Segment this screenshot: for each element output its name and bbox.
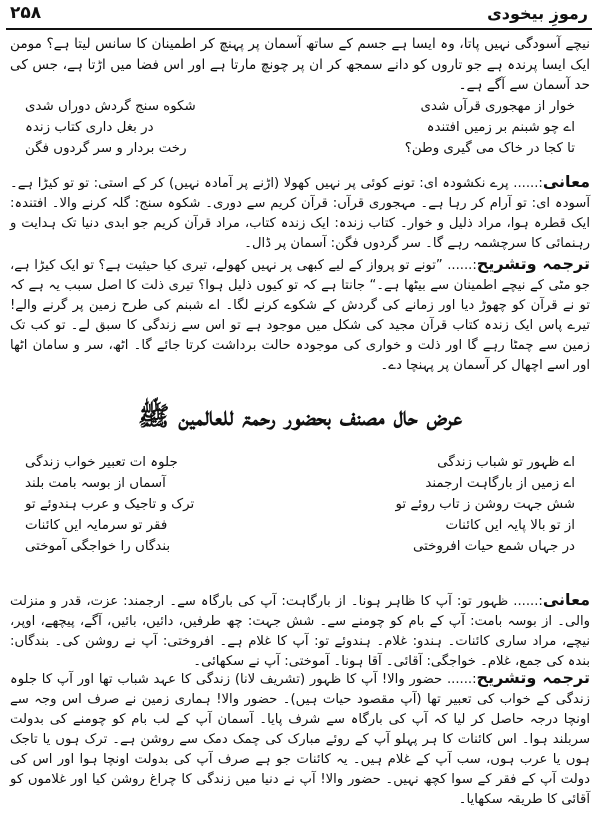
verses-block-2 — [25, 452, 575, 557]
verse-right: اے زمیں از بارگاہت ارجمند — [425, 476, 575, 491]
meanings-label: معانی — [542, 172, 590, 191]
verse-right: شش جہت روشن ز تاب روئے تو — [395, 497, 575, 512]
intro-paragraph — [10, 34, 590, 96]
verse-right: در جہاں شمع حیات افروختی — [412, 539, 575, 554]
translation-section-1 — [10, 254, 590, 376]
section-heading: عرض حال مصنف بحضور رحمۃ للعالمین ﷺ — [137, 402, 463, 432]
verse-row — [25, 494, 575, 515]
verse-row — [25, 452, 575, 473]
meanings-section-2 — [10, 590, 590, 672]
intro-text: نیچے آسودگی نہیں پاتا، وہ ایسا ہے جسم کے ساتھ آسمان پر پہنچ کر اطمینان کا سانس لیتا ہے؟ مومن ایک ایسا پرندہ ہے جو تاروں کو دانے سمجھ کر ان پر چونچ مارتا ہے اور اس فضا میں اڑتا ہے، جس کی حد آسمان سے آگے ہے۔ — [10, 36, 590, 93]
meanings-label: معانی — [542, 590, 590, 609]
translation-text: :...... ”تونے تو پرواز کے لیے کبھی پر نہیں کھولے، تیری کیا حیثیت ہے؟ تو ایک کیڑا ہے، جو مٹی کے نیچے اطمینان سے بیٹھا ہے۔“ جانتا ہے کہ تو کیوں ذلیل ہوا؟ تیری ذلت کا اصل سبب یہ ہے کہ تو نے قرآن کو چھوڑ دیا اور زمانے کی گردش کے شکوے کرنے لگا۔ اے شبنم کی طرح زمین پر گرنے والے! تیرے پاس ایک زندہ کتاب قرآن مجید کی شکل میں موجود ہے تو اس سے زندگی کا سبق لے۔ تو کب تک زمین سے چمٹا رہے گا اور ذلت و خواری کی موجودہ حالت برداشت کرتا جائے گا۔ اٹھ، سر و سامان اٹھا اور اسے اچھال کر آسمان پر پہنچا دے۔ — [10, 258, 590, 373]
running-title: رموزِ بیخودی — [487, 4, 588, 23]
meanings-text: :...... ظہور تو: آپ کا ظاہر ہونا۔ از بارگاہت: آپ کی بارگاہ سے۔ ارجمند: عزت، قدر و منزلت والی۔ از بوسہ بامت: آپ کے بام کو چومنے سے۔ شش جہت: چھ طرفیں، دائیں، بائیں، آگے، پیچھے، اوپر، نیچے، مراد ساری کائنات۔ ہندو: غلام۔ ہندوئے تو: آپ کا غلام ہے۔ افروختی: آپ نے روشن کی۔ بندگاں: بندہ کی جمع، غلام۔ خواجگی: آقائی۔ آقا ہونا۔ آموختی: آپ نے سکھائی۔ — [10, 594, 590, 669]
verses-block-1 — [25, 96, 575, 159]
verse-right: اے چو شبنم بر زمیں افتندہ — [426, 120, 575, 135]
verse-right: تا کجا در خاک می گیری وطن؟ — [404, 141, 575, 156]
verse-row — [25, 536, 575, 557]
verse-left: جلوہ ات تعبیر خواب زندگی — [25, 455, 178, 470]
verse-left: بندگاں را خواجگی آموختی — [25, 539, 171, 554]
page-number: ۲۵۸ — [10, 3, 42, 23]
translation-text: :...... حضور والا! آپ کا ظہور (تشریف لانا) زندگی کا عہد شباب تھا اور آپ کا جلوہ زندگی کے خواب کی تعبیر تھا (آپ مقصود حیات ہیں)۔ حضور والا! ہماری زمین نے صرف اس وجہ سے اونچا درجہ حاصل کر لیا کہ آپ کی بارگاہ سے شرف پایا۔ آسمان آپ کے لب بام کو چومنے کی بدولت سربلند ہوا۔ اس کائنات کا ہر پہلو آپ کے روئے مبارک کی چمک دمک سے روشن ہے۔ ترک ہوں یا تاجک ہوں یا عرب ہوں، سب آپ کے غلام ہیں۔ یہ کائنات جو ہے صرف آپ کی بدولت اونچا ہوا اور اس کی دولت آپ کے فقر کے سوا کچھ نہیں۔ حضور والا! آپ نے دنیا میں زندگی کا چراغ روشن کیا اور غلاموں کو آقائی کا طریقہ سکھایا۔ — [10, 672, 590, 807]
translation-label: ترجمہ وتشریح — [476, 254, 590, 273]
verse-left: فقر تو سرمایہ ایں کائنات — [25, 518, 168, 533]
verse-row — [25, 117, 575, 138]
meanings-text: :...... پرے نکشودہ ای: تونے کوئی پر نہیں کھولا (اڑنے پر آمادہ نہیں) کر کے استی: تو تو کیڑا ہے۔ آسودہ ای: تو آرام کر رہا ہے۔ مہجوری قرآں: قرآن کریم سے دوری۔ شکوہ سنج: گلہ کرنے والا۔ افتندہ: ایک قطرہ ہوا، مراد ذلیل و خوار۔ کتاب زندہ: ایک زندہ کتاب، مراد قرآن کریم جو ابدی دنیا تک ہدایت و رہنمائی کا سرچشمہ رہے گا۔ سر گردوں فگن: آسمان پر ڈال۔ — [10, 176, 590, 251]
verse-left: در بغل داری کتاب زندہ — [25, 120, 154, 135]
verse-row — [25, 473, 575, 494]
verse-left: رخت بردار و سر گردوں فگن — [25, 141, 187, 156]
verse-left: آسماں از بوسہ بامت بلند — [25, 476, 166, 491]
meanings-section-1 — [10, 172, 590, 254]
verse-row — [25, 138, 575, 159]
verse-left: ترک و تاجیک و عرب ہندوئے تو — [25, 497, 195, 512]
verse-right: اے ظہور تو شباب زندگی — [437, 455, 575, 470]
translation-label: ترجمہ وتشریح — [476, 668, 590, 687]
verse-right: خوار از مهجوری قرآں شدی — [420, 99, 575, 114]
verse-left: شکوه سنج گردش دوراں شدی — [25, 99, 196, 114]
translation-section-2 — [10, 668, 590, 810]
verse-right: از تو بالا پایہ ایں کائنات — [445, 518, 575, 533]
verse-row — [25, 96, 575, 117]
page-header — [6, 2, 592, 30]
verse-row — [25, 515, 575, 536]
